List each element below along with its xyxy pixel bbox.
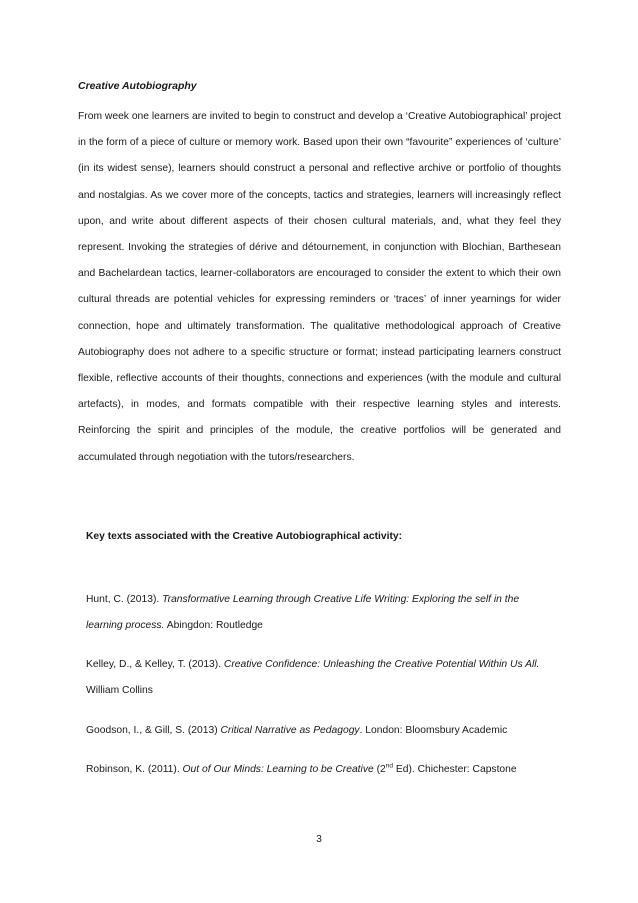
- section-heading: Creative Autobiography: [78, 80, 197, 92]
- reference-authors: Kelley, D., & Kelley, T. (2013).: [86, 659, 224, 670]
- reference-authors: Hunt, C. (2013).: [86, 594, 163, 605]
- reference-publisher: Abingdon: Routledge: [164, 620, 263, 631]
- reference-publisher: . London: Bloomsbury Academic: [359, 725, 508, 736]
- reference-title: Creative Confidence: Unleashing the Creative Potential Within Us All.: [223, 659, 540, 670]
- reference-title: Transformative Learning through Creative Life Writing: Exploring the self in the learning process.: [86, 594, 520, 631]
- reference-publisher: William Collins: [86, 685, 153, 696]
- reference-title: Out of Our Minds: Learning to be Creative: [182, 764, 374, 775]
- reference-item: [86, 757, 546, 783]
- reference-authors: Goodson, I., & Gill, S. (2013): [86, 725, 221, 736]
- section-body: From week one learners are invited to begin to construct and develop a ‘Creative Autobiographical’ project in the form of a piece of culture or memory work. Based upon their own “favourite” experiences of ‘culture’ (in its widest sense), learners should construct a personal and reflective archive or portfolio of thoughts and nostalgias. As we cover more of the concepts, tactics and strategies, learners will increasingly reflect upon, and write about different aspects of their chosen cultural materials, and, what they feel they represent. Invoking the strategies of dérive and détournement, in conjunction with Blochian, Barthesean and Bachelardean tactics, learner-collaborators are encouraged to consider the extent to which their own cultural threads are potential vehicles for expressing reminders or ‘traces’ of inner yearnings for wider connection, hope and ultimately transformation. The qualitative methodological approach of Creative Autobiography does not adhere to a specific structure or format; instead participating learners construct flexible, reflective accounts of their thoughts, connections and experiences (with the module and cultural artefacts), in modes, and formats compatible with their respective learning styles and interests. Reinforcing the spirit and principles of the module, the creative portfolios will be generated and accumulated through negotiation with the tutors/researchers.: [78, 111, 561, 463]
- reference-authors: Robinson, K. (2011).: [86, 764, 183, 775]
- reference-item: [86, 718, 546, 744]
- page-number: 3: [316, 834, 322, 845]
- reference-publisher: Ed). Chichester: Capstone: [392, 764, 517, 775]
- reference-item: [86, 652, 546, 704]
- key-texts-heading: Key texts associated with the Creative Autobiographical activity:: [86, 531, 403, 542]
- reference-title: Critical Narrative as Pedagogy: [220, 725, 360, 736]
- superscript: nd: [385, 762, 393, 770]
- reference-item: [86, 587, 546, 639]
- reference-edition: (2: [373, 764, 386, 775]
